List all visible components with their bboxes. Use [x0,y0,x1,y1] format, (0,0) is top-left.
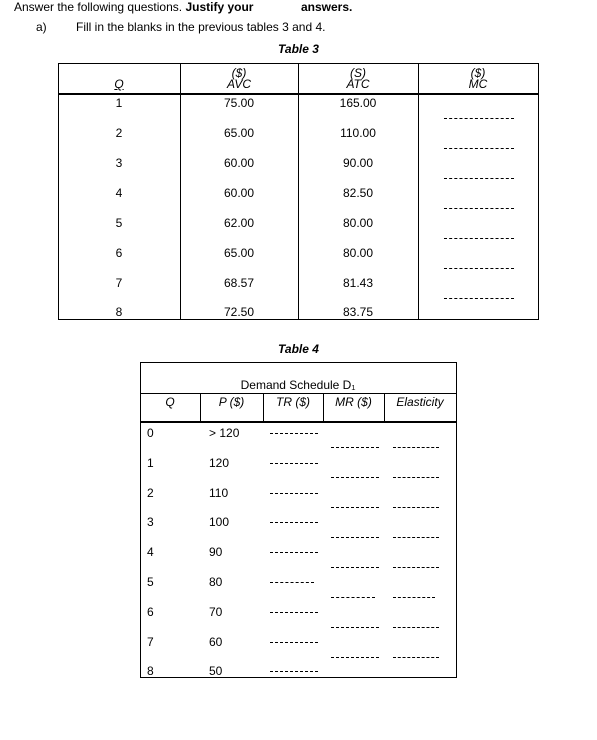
q-cell: 8 [115,305,123,319]
header-name: ATC [346,77,370,91]
avc-cell: 65.00 [223,126,255,140]
q-cell: 6 [147,605,154,619]
p-cell: 60 [209,635,223,649]
tr-blank[interactable] [270,552,318,553]
avc-cell: 60.00 [223,186,255,200]
table4-header-p: P ($) [218,395,245,409]
header-name: Q [114,77,124,91]
schedule-title: Demand Schedule D₁ [240,378,356,392]
mr-blank[interactable] [331,447,379,448]
mr-blank[interactable] [331,567,379,568]
avc-cell: 62.00 [223,216,255,230]
mr-blank[interactable] [331,537,379,538]
mr-blank[interactable] [331,627,379,628]
mc-blank[interactable] [444,238,514,239]
tr-blank[interactable] [270,493,318,494]
p-cell: 50 [209,664,223,678]
tr-blank[interactable] [270,522,318,523]
q-cell: 5 [147,575,154,589]
tr-blank[interactable] [270,463,318,464]
instruction-text [14,0,253,14]
elasticity-blank[interactable] [393,477,439,478]
instruction-part-3: answers. [301,0,353,14]
q-cell: 3 [147,515,154,529]
elasticity-blank[interactable] [393,597,435,598]
q-cell: 8 [147,664,154,678]
mc-blank[interactable] [444,208,514,209]
atc-cell: 80.00 [342,216,374,230]
instruction-part-2: Justify your [185,0,254,14]
elasticity-blank[interactable] [393,537,439,538]
tr-blank[interactable] [270,433,318,434]
avc-cell: 75.00 [223,96,255,110]
q-cell: 1 [147,456,154,470]
elasticity-blank[interactable] [393,507,439,508]
tr-blank[interactable] [270,671,318,672]
atc-cell: 83.75 [342,305,374,319]
table3-header-atc [298,68,418,90]
p-cell: > 120 [209,426,240,440]
mc-blank[interactable] [444,148,514,149]
atc-cell: 81.43 [342,276,374,290]
q-cell: 2 [115,126,123,140]
mr-blank[interactable] [331,507,379,508]
elasticity-blank[interactable] [393,657,439,658]
header-unit: (S) [350,66,366,80]
header-unit: ($) [470,66,486,80]
q-cell: 7 [147,635,154,649]
mc-blank[interactable] [444,178,514,179]
p-cell: 110 [209,486,229,500]
avc-cell: 65.00 [223,246,255,260]
tr-blank[interactable] [270,612,318,613]
part-label: a) [36,20,47,34]
avc-cell: 72.50 [223,305,255,319]
avc-cell: 68.57 [223,276,255,290]
atc-cell: 90.00 [342,156,374,170]
p-cell: 100 [209,515,230,529]
table4-header-tr: TR ($) [276,395,310,409]
p-cell: 70 [209,605,223,619]
atc-cell: 80.00 [342,246,374,260]
atc-cell: 110.00 [340,126,376,140]
q-cell: 3 [115,156,123,170]
header-unit: ($) [231,66,247,80]
elasticity-blank[interactable] [393,447,439,448]
avc-cell: 60.00 [223,156,255,170]
elasticity-blank[interactable] [393,567,439,568]
q-cell: 6 [115,246,123,260]
header-name: MC [468,77,488,91]
q-cell: 5 [115,216,123,230]
q-cell: 4 [115,186,123,200]
mr-blank[interactable] [331,657,379,658]
atc-cell: 165.00 [339,96,377,110]
table3-header-q [58,68,180,90]
atc-cell: 82.50 [342,186,374,200]
instruction-part-1: Answer the following questions. [14,0,183,14]
table3-header-mc [418,68,538,90]
table3-title: Table 3 [278,42,319,56]
q-cell: 4 [147,545,154,559]
mc-blank[interactable] [444,298,514,299]
mc-blank[interactable] [444,268,514,269]
p-cell: 90 [209,545,223,559]
q-cell: 7 [115,276,123,290]
p-cell: 120 [209,456,230,470]
table4-header-elasticity: Elasticity [396,395,444,409]
p-cell: 80 [209,575,223,589]
mc-blank[interactable] [444,118,514,119]
table3-header-avc [180,68,298,90]
tr-blank[interactable] [270,582,314,583]
table4-title: Table 4 [278,342,319,356]
mr-blank[interactable] [331,597,375,598]
q-cell: 0 [147,426,154,440]
part-text: Fill in the blanks in the previous tables 3 and 4. [76,20,326,34]
q-cell: 2 [147,486,154,500]
mr-blank[interactable] [331,477,379,478]
table4-header-q: Q [165,395,175,409]
table4-header-mr: MR ($) [335,395,372,409]
q-cell: 1 [115,96,123,110]
header-name: AVC [226,77,251,91]
elasticity-blank[interactable] [393,627,439,628]
tr-blank[interactable] [270,642,318,643]
